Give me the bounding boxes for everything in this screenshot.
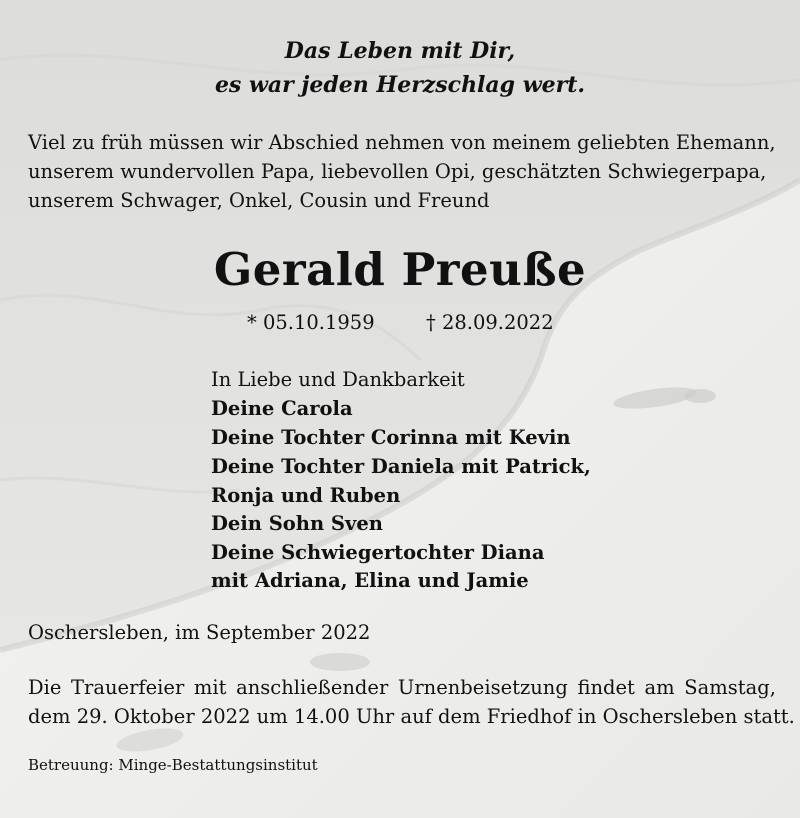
funeral-home-credit: Betreuung: Minge-Bestattungsinstitut — [28, 756, 318, 774]
ceremony-word: Die — [28, 676, 62, 699]
place-and-date: Oschersleben, im September 2022 — [28, 621, 371, 644]
ceremony-word: am — [644, 676, 675, 699]
signatory-line: Deine Carola — [211, 397, 353, 420]
birth-date: * 05.10.1959 — [247, 311, 375, 334]
signatory-line: Ronja und Ruben — [211, 484, 401, 507]
signatory-line: Dein Sohn Sven — [211, 512, 383, 535]
ceremony-line-1 — [28, 673, 776, 702]
signatory-line: Deine Tochter Corinna mit Kevin — [211, 426, 571, 449]
intro-line-2: unserem wundervollen Papa, liebevollen Opi, geschätzten Schwiegerpapa, — [28, 160, 767, 183]
ceremony-word: Trauerfeier — [71, 676, 185, 699]
motto-line-1: Das Leben mit Dir, — [284, 38, 516, 64]
ceremony-word: findet — [577, 676, 635, 699]
ceremony-word: Urnenbeisetzung — [397, 676, 568, 699]
ceremony-word: anschließender — [236, 676, 389, 699]
death-date: † 28.09.2022 — [426, 311, 554, 334]
ceremony-line-2: dem 29. Oktober 2022 um 14.00 Uhr auf dem Friedhof in Oschersleben statt. — [28, 705, 795, 728]
signatory-line: mit Adriana, Elina und Jamie — [211, 569, 529, 592]
deceased-name: Gerald Preuße — [213, 243, 587, 296]
signatory-line: In Liebe und Dankbarkeit — [211, 368, 465, 391]
signatory-line: Deine Schwiegertochter Diana — [211, 541, 545, 564]
ceremony-word: Samstag, — [684, 676, 776, 699]
ceremony-word: mit — [193, 676, 227, 699]
intro-line-1: Viel zu früh müssen wir Abschied nehmen von meinem geliebten Ehemann, — [28, 131, 776, 154]
motto-line-2: es war jeden Herzschlag wert. — [214, 72, 586, 98]
signatory-line: Deine Tochter Daniela mit Patrick, — [211, 455, 591, 478]
intro-line-3: unserem Schwager, Onkel, Cousin und Freund — [28, 189, 490, 212]
